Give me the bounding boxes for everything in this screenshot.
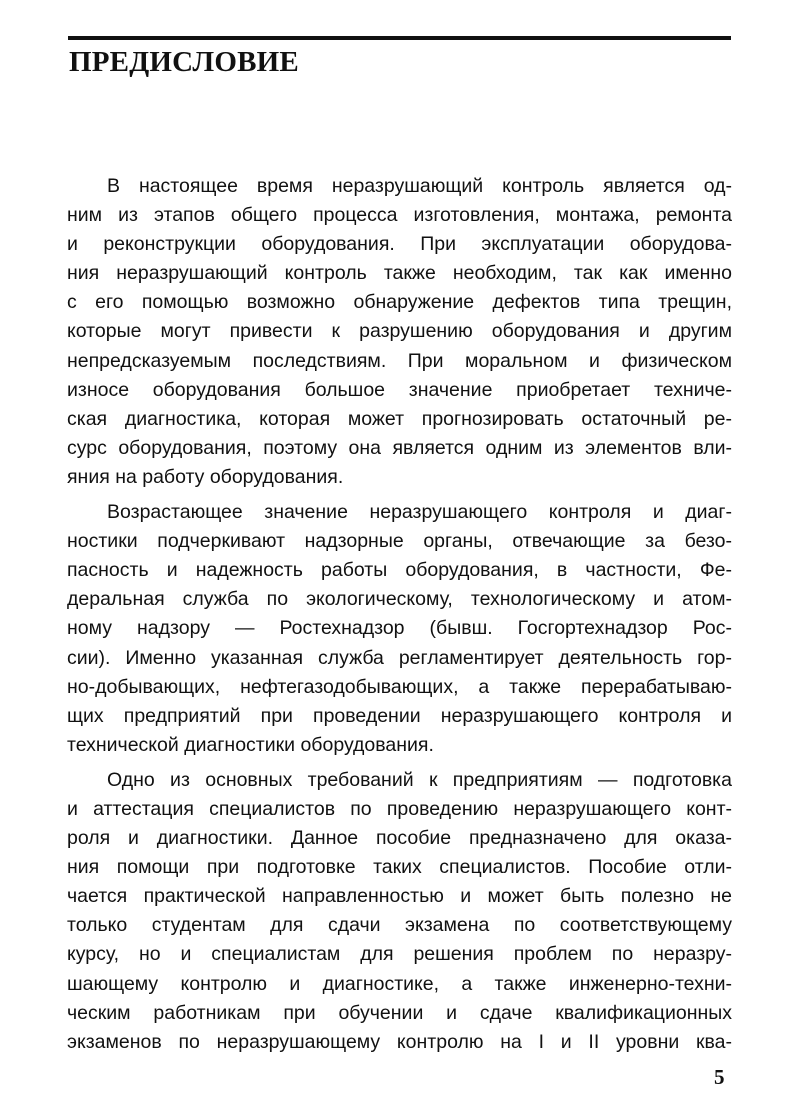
page-title: ПРЕДИСЛОВИЕ — [69, 46, 299, 78]
page-number: 5 — [714, 1065, 725, 1089]
text-line: ния помощи при подготовке таких специалистов. Пособие отли- — [67, 856, 732, 879]
text-line: ческим работникам при обучении и сдаче квалификационных — [67, 1001, 732, 1024]
text-line: чается практической направленностью и может быть полезно не — [67, 885, 732, 908]
text-line: сии). Именно указанная служба регламентирует деятельность гор- — [67, 646, 732, 669]
text-line: щих предприятий при проведении неразрушающего контроля и — [67, 704, 732, 727]
body-text — [67, 172, 732, 1057]
text-line: Одно из основных требований к предприятиям — подготовка — [107, 768, 732, 791]
paragraph-2 — [67, 498, 732, 760]
text-line: деральная служба по экологическому, технологическому и атом- — [67, 588, 732, 611]
text-line: Возрастающее значение неразрушающего контроля и диаг- — [107, 501, 732, 524]
text-line: ному надзору — Ростехнадзор (бывш. Госгортехнадзор Рос- — [67, 617, 732, 640]
text-line: и аттестация специалистов по проведению неразрушающего конт- — [67, 797, 732, 820]
text-line: но-добывающих, нефтегазодобывающих, а также перерабатываю- — [67, 675, 732, 698]
text-line: сурс оборудования, поэтому она является одним из элементов вли- — [67, 436, 732, 459]
text-line: ним из этапов общего процесса изготовления, монтажа, ремонта — [67, 204, 732, 227]
paragraph-3 — [67, 766, 732, 1057]
text-line: В настоящее время неразрушающий контроль является од- — [107, 175, 732, 197]
text-line: только студентам для сдачи экзамена по соответствующему — [67, 914, 732, 937]
text-line: с его помощью возможно обнаружение дефектов типа трещин, — [67, 291, 732, 314]
text-line: шающему контролю и диагностике, а также инженерно-техни- — [67, 972, 732, 995]
text-line: ская диагностика, которая может прогнозировать остаточный ре- — [67, 407, 732, 430]
text-line: курсу, но и специалистам для решения проблем по неразру- — [67, 943, 732, 966]
paragraph-1 — [67, 172, 732, 492]
text-line: ностики подчеркивают надзорные органы, отвечающие за безо- — [67, 530, 732, 553]
text-line: которые могут привести к разрушению оборудования и другим — [67, 320, 732, 343]
top-rule — [68, 36, 731, 40]
text-line: пасность и надежность работы оборудования, в частности, Фе- — [67, 559, 732, 582]
text-line: и реконструкции оборудования. При эксплуатации оборудова- — [67, 233, 732, 256]
text-line: технической диагностики оборудования. — [67, 733, 434, 756]
text-line: роля и диагностики. Данное пособие предназначено для оказа- — [67, 827, 732, 850]
text-line: износе оборудования большое значение приобретает техниче- — [67, 378, 732, 401]
text-line: непредсказуемым последствиям. При моральном и физическом — [67, 349, 732, 372]
text-line: экзаменов по неразрушающему контролю на I и II уровни ква- — [67, 1030, 732, 1053]
text-line: ния неразрушающий контроль также необходим, так как именно — [67, 262, 732, 285]
text-line: яния на работу оборудования. — [67, 465, 344, 488]
